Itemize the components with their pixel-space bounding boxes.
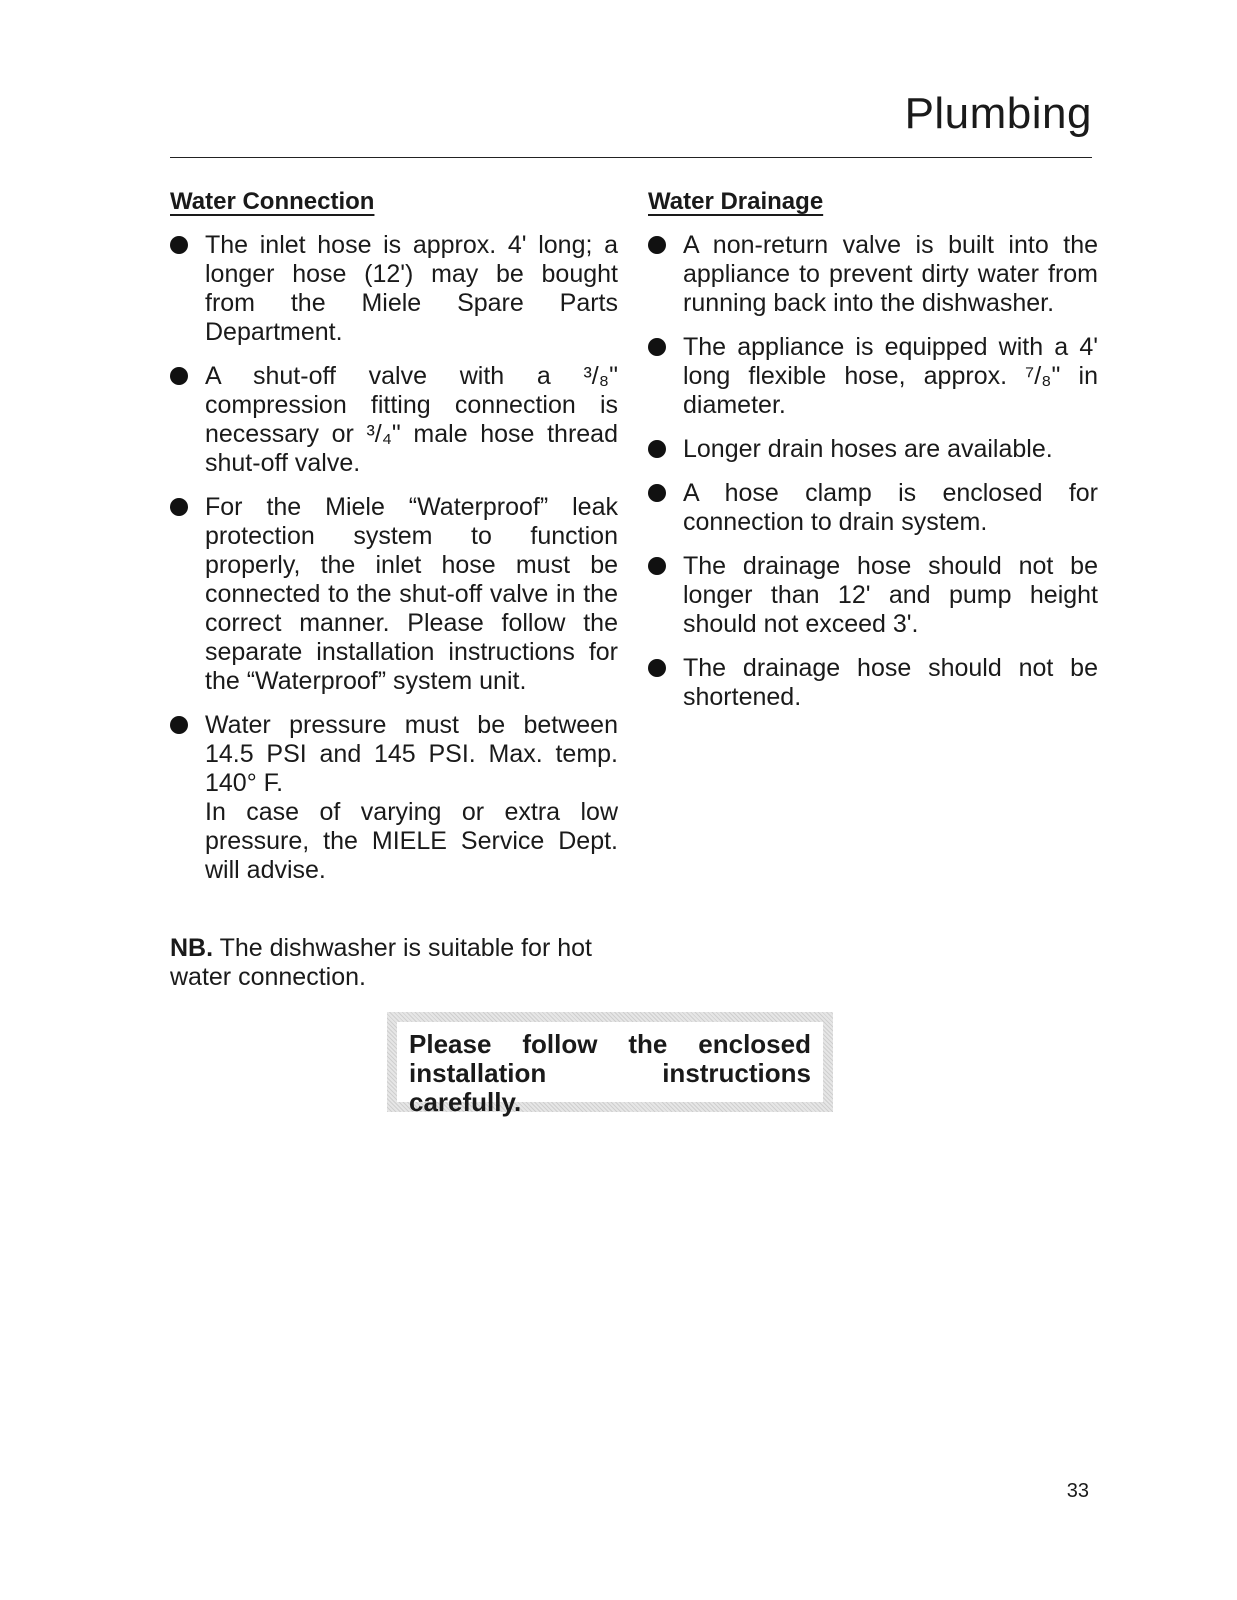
bullet-icon [648,659,666,677]
list-item [648,333,1098,420]
bullet-icon [170,236,188,254]
list-item [648,435,1098,464]
notice-text: Please follow the enclosed installation instructions carefully. [397,1022,823,1102]
note-text: The dishwasher is suitable for hot water connection. [170,934,592,991]
page-title: Plumbing [904,89,1092,138]
list-item [170,231,618,347]
list-item-text: A hose clamp is enclosed for connection to drain system. [683,479,1098,537]
page-number: 33 [1066,1480,1089,1502]
list-item-text: A shut-off valve with a ³/₈" compression fitting connection is necessary or ³/₄" male hose thread shut-off valve. [205,362,618,478]
bullet-icon [648,440,666,458]
water-connection-heading: Water Connection [170,188,375,215]
bullet-icon [170,716,188,734]
notice-box [387,1012,833,1117]
list-item-text: Water pressure must be between 14.5 PSI and 145 PSI. Max. temp. 140° F. [205,711,618,798]
list-item-text: The drainage hose should not be longer than 12' and pump height should not exceed 3'. [683,552,1098,639]
water-drainage-section [648,186,1098,727]
bullet-icon [648,338,666,356]
bullet-icon [648,557,666,575]
list-item [648,552,1098,639]
bullet-icon [648,484,666,502]
water-connection-section [170,186,618,900]
list-item [170,711,618,885]
list-item-text: For the Miele “Waterproof” leak protection system to function properly, the inlet hose must be connected to the shut-off valve in the correct manner. Please follow the separate installation instructions for the “Waterproof” system unit. [205,493,618,696]
list-item-extra-text: In case of varying or extra low pressure, the MIELE Service Dept. will advise. [205,798,618,885]
list-item-text: The drainage hose should not be shortened. [683,654,1098,712]
list-item-text: A non-return valve is built into the appliance to prevent dirty water from running back into the dishwasher. [683,231,1098,318]
water-drainage-list [648,231,1098,712]
list-item-text: The inlet hose is approx. 4' long; a longer hose (12') may be bought from the Miele Spare Parts Department. [205,231,618,347]
list-item-text: The appliance is equipped with a 4' long flexible hose, approx. ⁷/₈" in diameter. [683,333,1098,420]
water-drainage-heading: Water Drainage [648,188,824,215]
list-item [648,479,1098,537]
note-paragraph [170,934,618,992]
list-item-text: Longer drain hoses are available. [683,435,1053,464]
title-divider [170,157,1092,158]
bullet-icon [648,236,666,254]
water-connection-list [170,231,618,885]
list-item [170,493,618,696]
list-item [170,362,618,478]
bullet-icon [170,367,188,385]
list-item [648,654,1098,712]
bullet-icon [170,498,188,516]
list-item [648,231,1098,318]
note-label: NB. [170,934,214,962]
